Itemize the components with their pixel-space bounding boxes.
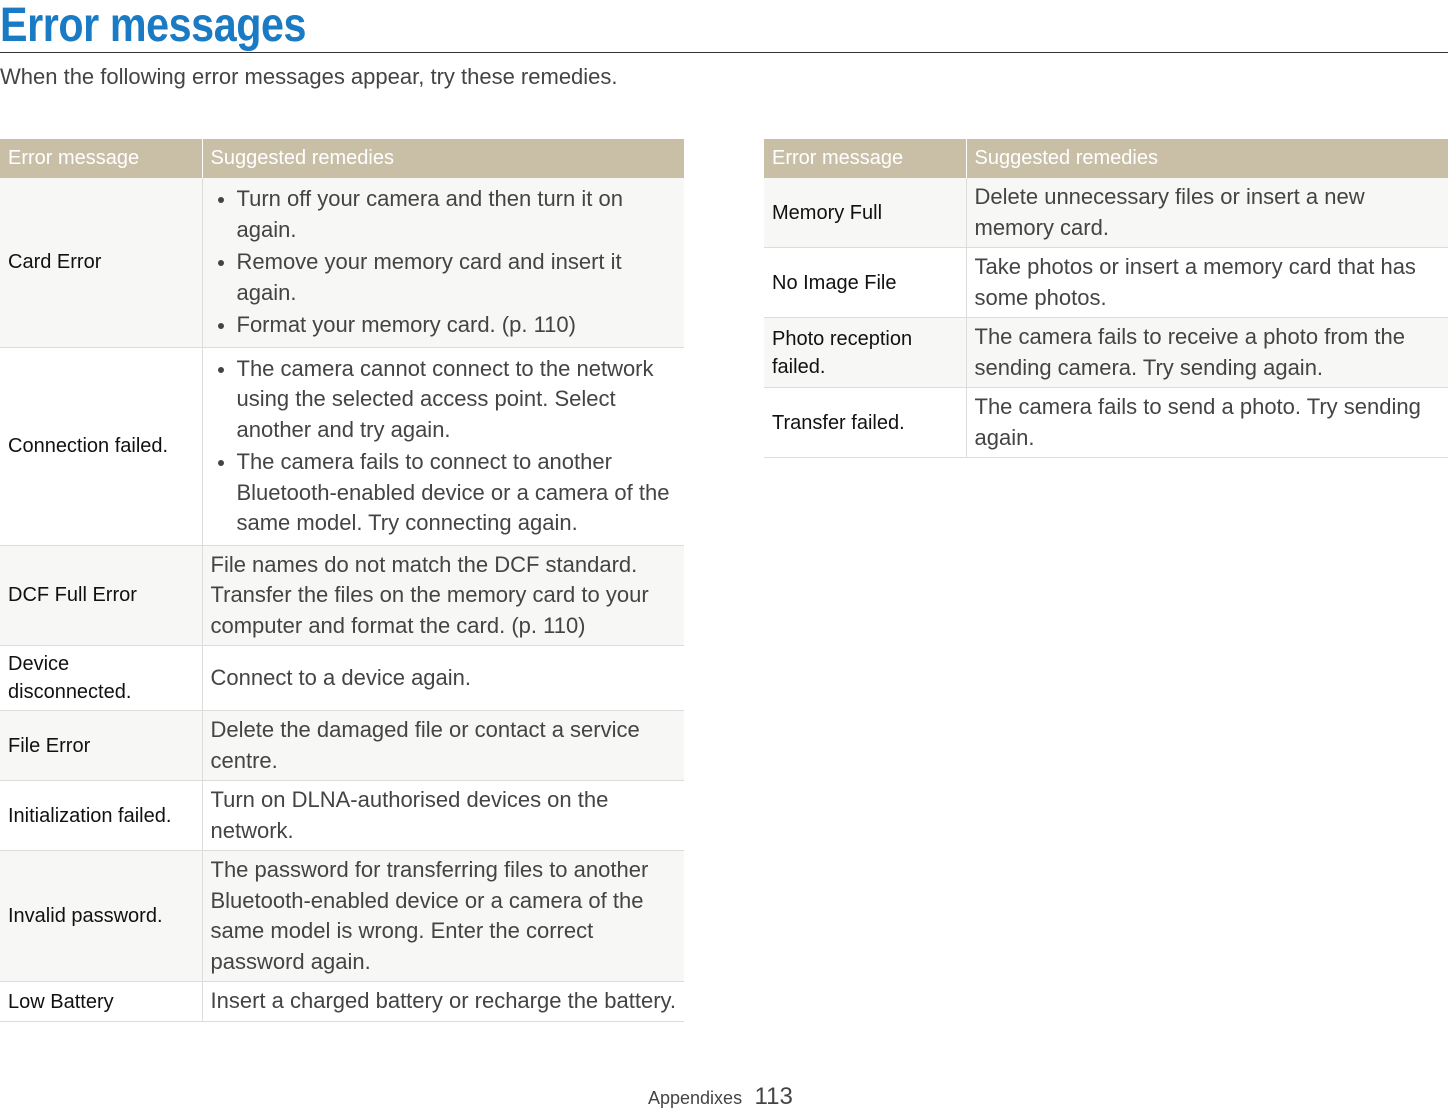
- table-row: [0, 347, 684, 545]
- table-row: [0, 781, 684, 851]
- page-footer: [648, 1083, 793, 1111]
- error-table-left: [0, 139, 684, 1022]
- remedy-cell: Insert a charged battery or recharge the battery.: [202, 982, 684, 1022]
- remedy-cell: Delete the damaged file or contact a service centre.: [202, 711, 684, 781]
- error-message-cell: Card Error: [0, 178, 202, 347]
- error-message-cell: Low Battery: [0, 982, 202, 1022]
- column-header-error-message: Error message: [764, 139, 966, 178]
- table-row: [764, 318, 1448, 388]
- table-row: [764, 178, 1448, 248]
- remedy-cell: [202, 178, 684, 347]
- error-message-cell: Initialization failed.: [0, 781, 202, 851]
- remedy-cell: Connect to a device again.: [202, 646, 684, 711]
- table-row: [0, 851, 684, 982]
- remedy-cell: Delete unnecessary files or insert a new memory card.: [966, 178, 1448, 248]
- remedy-cell: The camera fails to send a photo. Try sending again.: [966, 388, 1448, 458]
- remedy-item: Turn off your camera and then turn it on again.: [211, 184, 677, 245]
- error-table-right: [764, 139, 1448, 458]
- error-message-cell: Device disconnected.: [0, 646, 202, 711]
- error-message-cell: File Error: [0, 711, 202, 781]
- table-header-row: [764, 139, 1448, 178]
- remedy-list: [211, 184, 677, 341]
- remedy-cell: Turn on DLNA-authorised devices on the network.: [202, 781, 684, 851]
- remedy-item: The camera fails to connect to another Bluetooth-enabled device or a camera of the same model. Try connecting again.: [211, 447, 677, 539]
- table-row: [0, 178, 684, 347]
- remedy-cell: File names do not match the DCF standard. Transfer the files on the memory card to your computer and format the card. (p. 110): [202, 545, 684, 646]
- remedy-item: Format your memory card. (p. 110): [211, 310, 677, 341]
- table-row: [0, 545, 684, 646]
- table-row: [0, 711, 684, 781]
- table-row: [0, 982, 684, 1022]
- footer-section-label: Appendixes: [648, 1088, 743, 1108]
- title-divider: [0, 52, 1448, 53]
- error-message-cell: Invalid password.: [0, 851, 202, 982]
- remedy-cell: Take photos or insert a memory card that has some photos.: [966, 248, 1448, 318]
- remedy-cell: [202, 347, 684, 545]
- error-message-cell: DCF Full Error: [0, 545, 202, 646]
- error-message-cell: Transfer failed.: [764, 388, 966, 458]
- page-subtitle: When the following error messages appear, try these remedies.: [0, 64, 618, 89]
- error-message-cell: Photo reception failed.: [764, 318, 966, 388]
- column-header-error-message: Error message: [0, 139, 202, 178]
- column-header-suggested-remedies: Suggested remedies: [202, 139, 684, 178]
- error-message-cell: Connection failed.: [0, 347, 202, 545]
- remedy-list: [211, 354, 677, 539]
- remedy-cell: The password for transferring files to another Bluetooth-enabled device or a camera of the same model is wrong. Enter the correct password again.: [202, 851, 684, 982]
- table-row: [0, 646, 684, 711]
- column-header-suggested-remedies: Suggested remedies: [966, 139, 1448, 178]
- table-row: [764, 388, 1448, 458]
- remedy-item: Remove your memory card and insert it again.: [211, 247, 677, 308]
- page-title: Error messages: [0, 0, 307, 52]
- table-header-row: [0, 139, 684, 178]
- table-row: [764, 248, 1448, 318]
- remedy-cell: The camera fails to receive a photo from the sending camera. Try sending again.: [966, 318, 1448, 388]
- remedy-item: The camera cannot connect to the network using the selected access point. Select another and try again.: [211, 354, 677, 446]
- page-number: 113: [754, 1083, 793, 1110]
- error-message-cell: No Image File: [764, 248, 966, 318]
- error-message-cell: Memory Full: [764, 178, 966, 248]
